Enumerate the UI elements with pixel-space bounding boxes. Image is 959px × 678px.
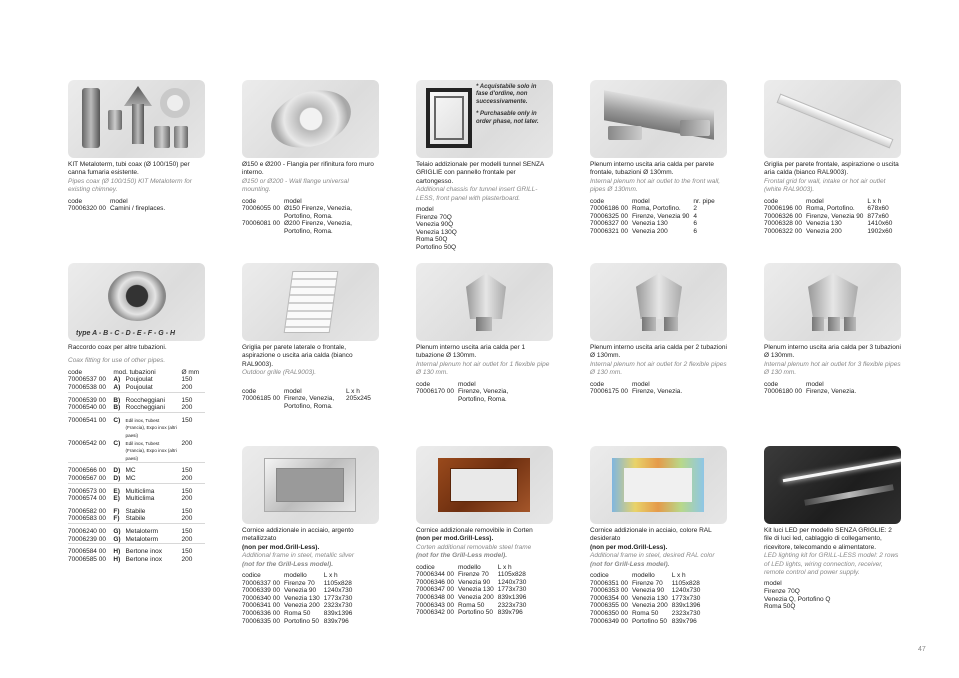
table-row: 70006573 00 E) Multiclima 150 [68,483,205,495]
product-description-en: Internal plenum hot air outlet for 1 flexible pipe Ø 130 mm. [416,360,550,377]
table-row: 70006347 00 Venezia 130 1773x730 [416,586,527,594]
table-row: Firenze 70Q [764,588,800,596]
product-description: Plenum interno uscita aria calda per 1 tubazione Ø 130mm. [416,344,526,360]
table-row: 70006566 00 D) MC 150 [68,463,205,475]
table-row: 70006337 00 Firenze 70 1105x828 [242,579,352,587]
table-row: 70006339 00 Venezia 90 1240x730 [242,587,353,595]
product-description-note: (non per mod.Grill-Less). [590,543,668,551]
table-row: 70006321 00 Venezia 200 6 [590,228,698,235]
product-image-front-plenum [590,80,727,158]
product-table: codice modello L x h 70006337 00 Firenze 70 1105x828 70006339 00 Venezia 90 1240x730 70006340 00 Venezia 130 1773x730 70006341 00 Venezia 200 2323x730 70006336 00 Roma 50 839x1396 70006335 00 Portofino 50 839x796 [242,572,356,625]
table-row: 70006584 00 H) Bertone inox 150 [68,544,205,556]
table-row: 70006583 00 F) Stabile 200 [68,515,193,523]
product-description: KIT Metaloterm, tubi coax (Ø 100/150) per canna fumaria esistente. [68,161,190,177]
product-description-en: Internal plenum hot air outlet to the front wall, pipes Ø 130mm. [590,177,721,194]
table-row: 70006350 00 Roma 50 2323x730 [590,610,701,617]
table-row: 70006240 00 G) Metaloterm 150 [68,523,205,535]
product-description-en: Internal plenum hot air outlet for 3 flexible pipes Ø 130 mm. [764,360,901,377]
product-coax-kit [68,80,205,213]
product-table: model Firenze 70Q Venezia Q, Portofino Q Roma 50Q [764,580,834,610]
table-row: Roma 50Q [416,236,448,244]
table-row: 70006541 00 C) Edil inox, Tubest (Francia), Expo inox (altri paesi) 150 [68,412,205,439]
product-description-en: Corten additional removable steel frame [416,543,532,551]
product-description: Plenum interno uscita aria calda per parete frontale, tubazioni Ø 130mm. [590,161,714,177]
table-row: 70006170 00 Firenze, Venezia, Portofino, Roma. [416,388,509,403]
table-row: 70006343 00 Roma 50 2323x730 [416,601,527,609]
table-row: 70006344 00 Firenze 70 1105x828 [416,571,526,579]
table-row: 70006354 00 Venezia 130 1773x730 [590,594,701,602]
product-description-en: Outdoor grille (RAL9003). [242,369,317,377]
product-description-en-note: (not for Grill-Less model). [590,560,670,568]
product-image-led-kit [764,446,901,524]
table-row: 70006081 00 Ø200 Firenze, Venezia, Portofino, Roma. [242,220,352,235]
table-row: 70006574 00 E) Multiclima 200 [68,495,193,503]
product-description-en: Frontal grid for wall, intake or hot air outlet (white RAL9003). [764,177,886,194]
product-table: code model 70006055 00 Ø150 Firenze, Venezia, Portofino, Roma. 70006081 00 Ø200 Firenze, Venezia, Portofino, Roma. [242,198,356,236]
table-row: 70006335 00 Portofino 50 839x796 [242,617,349,625]
product-description-en-note: (not for the Grill-Less model). [416,552,508,560]
table-row: 70006239 00 G) Metaloterm 200 [68,535,193,543]
product-plenum-3-pipes [764,263,901,396]
product-description-en: Additional frame in steel, metallic silver [242,552,354,560]
product-image-coax-fitting [68,263,205,341]
table-row: 70006341 00 Venezia 200 2323x730 [242,602,353,610]
table-row: 70006346 00 Venezia 90 1240x730 [416,578,527,586]
product-wall-flange [242,80,379,236]
product-image-silver-frame [242,446,379,524]
product-description-en: Coax fitting for use of other pipes. [68,357,166,365]
table-row: 70006355 00 Venezia 200 839x1396 [590,602,701,610]
product-description: Cornice addizionale removibile in Corten [416,527,533,534]
product-image-chassis [416,80,553,158]
table-row: 70006351 00 Firenze 70 1105x828 [590,579,700,587]
product-table: codice modello L x h 70006344 00 Firenze 70 1105x828 70006346 00 Venezia 90 1240x730 70006347 00 Venezia 130 1773x730 70006348 00 Venezia 200 839x1396 70006343 00 Roma 50 2323x730 70006342 00 Portofino 50 839x796 [416,564,530,617]
table-row: 70006180 00 Firenze, Venezia. [764,388,857,396]
table-row: Venezia 90Q [416,221,454,229]
order-note: * Acquistabile solo in fase d'ordine, non successivamente. * Purchasable only in order phase, not later. [476,84,539,125]
table-row: 70006055 00 Ø150 Firenze, Venezia, Portofino, Roma. [242,205,352,220]
table-row: 70006185 00 Firenze, Venezia, Portofino, Roma. 205x245 [242,395,371,410]
product-front-plenum [590,80,727,236]
product-coax-fitting [68,263,205,563]
product-table: code model 70006320 00 Camini / fireplaces. [68,198,169,213]
product-image-frontal-grid [764,80,901,158]
product-description: Griglia per parete frontale, aspirazione o uscita aria calda (bianco RAL9003). [764,161,899,177]
table-row: 70006320 00 Camini / fireplaces. [68,205,166,213]
product-table: code model L x h 70006196 00 Roma, Portofino. 678x60 70006326 00 Firenze, Venezia 90 877x60 70006328 00 Venezia 130 1410x60 70006322 00 Venezia 200 1902x60 [764,198,896,236]
product-plenum-1-pipe [416,263,553,403]
product-description-en: Ø150 or Ø200 - Wall flange universal mounting. [242,177,349,194]
product-image-ral-frame [590,446,727,524]
type-caption: type A - B - C - D - E - F - G - H [76,329,176,337]
product-table: code mod. tubazioni Ø mm 70006537 00 A) Poujoulat 150 70006538 00 A) Poujoulat 200 70006539 00 B) Roccheggiani 150 70006540 00 B) Roccheggiani 200 70006541 00 C) Edil inox, Tubest (Francia), Expo inox (altri paesi) 150 70006542 00 C) Edil inox, Tubest (Francia), Expo inox (altri paesi) 200 70006566 00 D) MC 150 70006567 00 D) MC 200 70006573 00 E) Multiclima 150 70006574 00 E) Multiclima 200 70006582 00 F) Stabile 150 70006583 00 F) Stabile 200 70006240 00 G) Metaloterm 150 70006239 00 G) Metaloterm 200 70006584 00 H) Bertone inox 150 70006585 00 H) Bertone inox 200 [68,369,205,563]
table-row: 70006336 00 Roma 50 839x1396 [242,610,353,617]
product-description: Kit luci LED per modello SENZA GRIGLIE: 2 file di luci led, cablaggio di collegamento, ricevitore, telecomando e alimentatore. [764,527,892,551]
product-description-en: Internal plenum hot air outlet for 2 flexible pipes Ø 130 mm. [590,360,727,377]
table-row: Portofino 50Q [416,244,457,251]
table-row: 70006542 00 C) Edil inox, Tubest (Francia), Expo inox (altri paesi) 200 [68,439,193,461]
table-row: 70006349 00 Portofino 50 839x796 [590,617,697,625]
product-table: code model 70006175 00 Firenze, Venezia. [590,381,686,396]
table-row: 70006538 00 A) Poujoulat 200 [68,384,193,391]
table-row: Venezia 130Q [416,228,457,236]
table-row: Venezia Q, Portofino Q [764,595,831,603]
table-row: 70006196 00 Roma, Portofino. 678x60 [764,205,889,213]
product-description-en: Additional chassis for tunnel insert GRILL-LESS, front panel with plasterboard. [416,186,538,202]
table-row: 70006342 00 Portofino 50 839x796 [416,609,523,617]
page-number: 47 [918,646,926,653]
product-description: Cornice addizionale in acciaio, argento metallizzato [242,527,354,543]
product-frontal-grid [764,80,901,236]
product-image-outdoor-grille [242,263,379,341]
product-image-plenum-1 [416,263,553,341]
table-row: 70006325 00 Firenze, Venezia 90 4 [590,212,698,220]
product-description: Cornice addizionale in acciaio, colore RAL desiderato [590,527,712,543]
product-silver-frame [242,446,379,625]
table-row: 70006322 00 Venezia 200 1902x60 [764,228,893,235]
product-description-en: Pipes coax (Ø 100/150) KIT Metaloterm for existing chimney. [68,177,192,194]
product-description-note: (non per mod.Grill-Less). [416,535,494,543]
product-plenum-2-pipes [590,263,727,396]
product-table: code model nr. pipe 70006186 00 Roma, Portofino. 2 70006325 00 Firenze, Venezia 90 4 70006327 00 Venezia 130 6 70006321 00 Venezia 200 6 [590,198,719,236]
table-row: 70006353 00 Venezia 90 1240x730 [590,587,701,595]
table-row: 70006327 00 Venezia 130 6 [590,220,698,228]
product-ral-frame [590,446,727,625]
table-row: 70006537 00 A) Poujoulat 150 [68,376,193,384]
product-description-note: (non per mod.Grill-Less). [242,543,320,551]
product-table: codice modello L x h 70006351 00 Firenze 70 1105x828 70006353 00 Venezia 90 1240x730 70006354 00 Venezia 130 1773x730 70006355 00 Venezia 200 839x1396 70006350 00 Roma 50 2323x730 70006349 00 Portofino 50 839x796 [590,572,704,625]
product-image-corten-frame [416,446,553,524]
product-description-en: Additional frame in steel, desired RAL color [590,552,715,560]
table-row: 70006175 00 Firenze, Venezia. [590,388,683,396]
product-table: code model 70006180 00 Firenze, Venezia. [764,381,860,396]
product-description: Raccordo coax per altre tubazioni. [68,344,167,351]
product-image-plenum-2 [590,263,727,341]
table-row: 70006540 00 B) Roccheggiani 200 [68,404,193,412]
product-table: code model 70006170 00 Firenze, Venezia, Portofino, Roma. [416,381,532,404]
product-table: model Firenze 70Q Venezia 90Q Venezia 130Q Roma 50Q Portofino 50Q [416,206,461,252]
table-row: 70006186 00 Roma, Portofino. 2 [590,205,698,213]
table-row: 70006348 00 Venezia 200 839x1396 [416,594,527,601]
table-row: 70006582 00 F) Stabile 150 [68,507,193,515]
product-description: Griglia per parete laterale o frontale, aspirazione o uscita aria calda (bianco RAL9003). [242,344,353,368]
table-row: 70006567 00 D) MC 200 [68,474,193,482]
table-row: 70006539 00 B) Roccheggiani 150 [68,392,205,404]
table-row: Firenze 70Q [416,213,452,221]
product-additional-chassis [416,80,553,252]
product-table: code model L x h 70006185 00 Firenze, Venezia, Portofino, Roma. 205x245 [242,388,375,411]
table-row: 70006328 00 Venezia 130 1410x60 [764,220,893,228]
product-led-kit [764,446,901,611]
product-image-coax-kit [68,80,205,158]
product-description-en: LED lighting kit for GRILL-LESS model: 2 rows of LED lights, wiring connection, receiver, remote control and power supply. [764,552,899,577]
product-description: Ø150 e Ø200 - Flangia per rifinitura foro muro interno. [242,161,374,177]
product-description: Plenum interno uscita aria calda per 3 tubazioni Ø 130mm. [764,344,901,360]
table-row: 70006340 00 Venezia 130 1773x730 [242,594,353,602]
table-row: 70006326 00 Firenze, Venezia 90 877x60 [764,212,889,220]
product-corten-frame [416,446,553,617]
product-image-plenum-3 [764,263,901,341]
product-description: Telaio addizionale per modelli tunnel SENZA GRIGLIE con pannello frontale per cartongesso. [416,161,544,185]
product-image-wall-flange [242,80,379,158]
product-description: Plenum interno uscita aria calda per 2 tubazioni Ø 130mm. [590,344,727,360]
table-row: Roma 50Q [764,603,796,611]
product-outdoor-grille [242,263,379,410]
product-description-en-note: (not for the Grill-Less model). [242,560,334,568]
table-row: 70006585 00 H) Bertone inox 200 [68,555,193,563]
